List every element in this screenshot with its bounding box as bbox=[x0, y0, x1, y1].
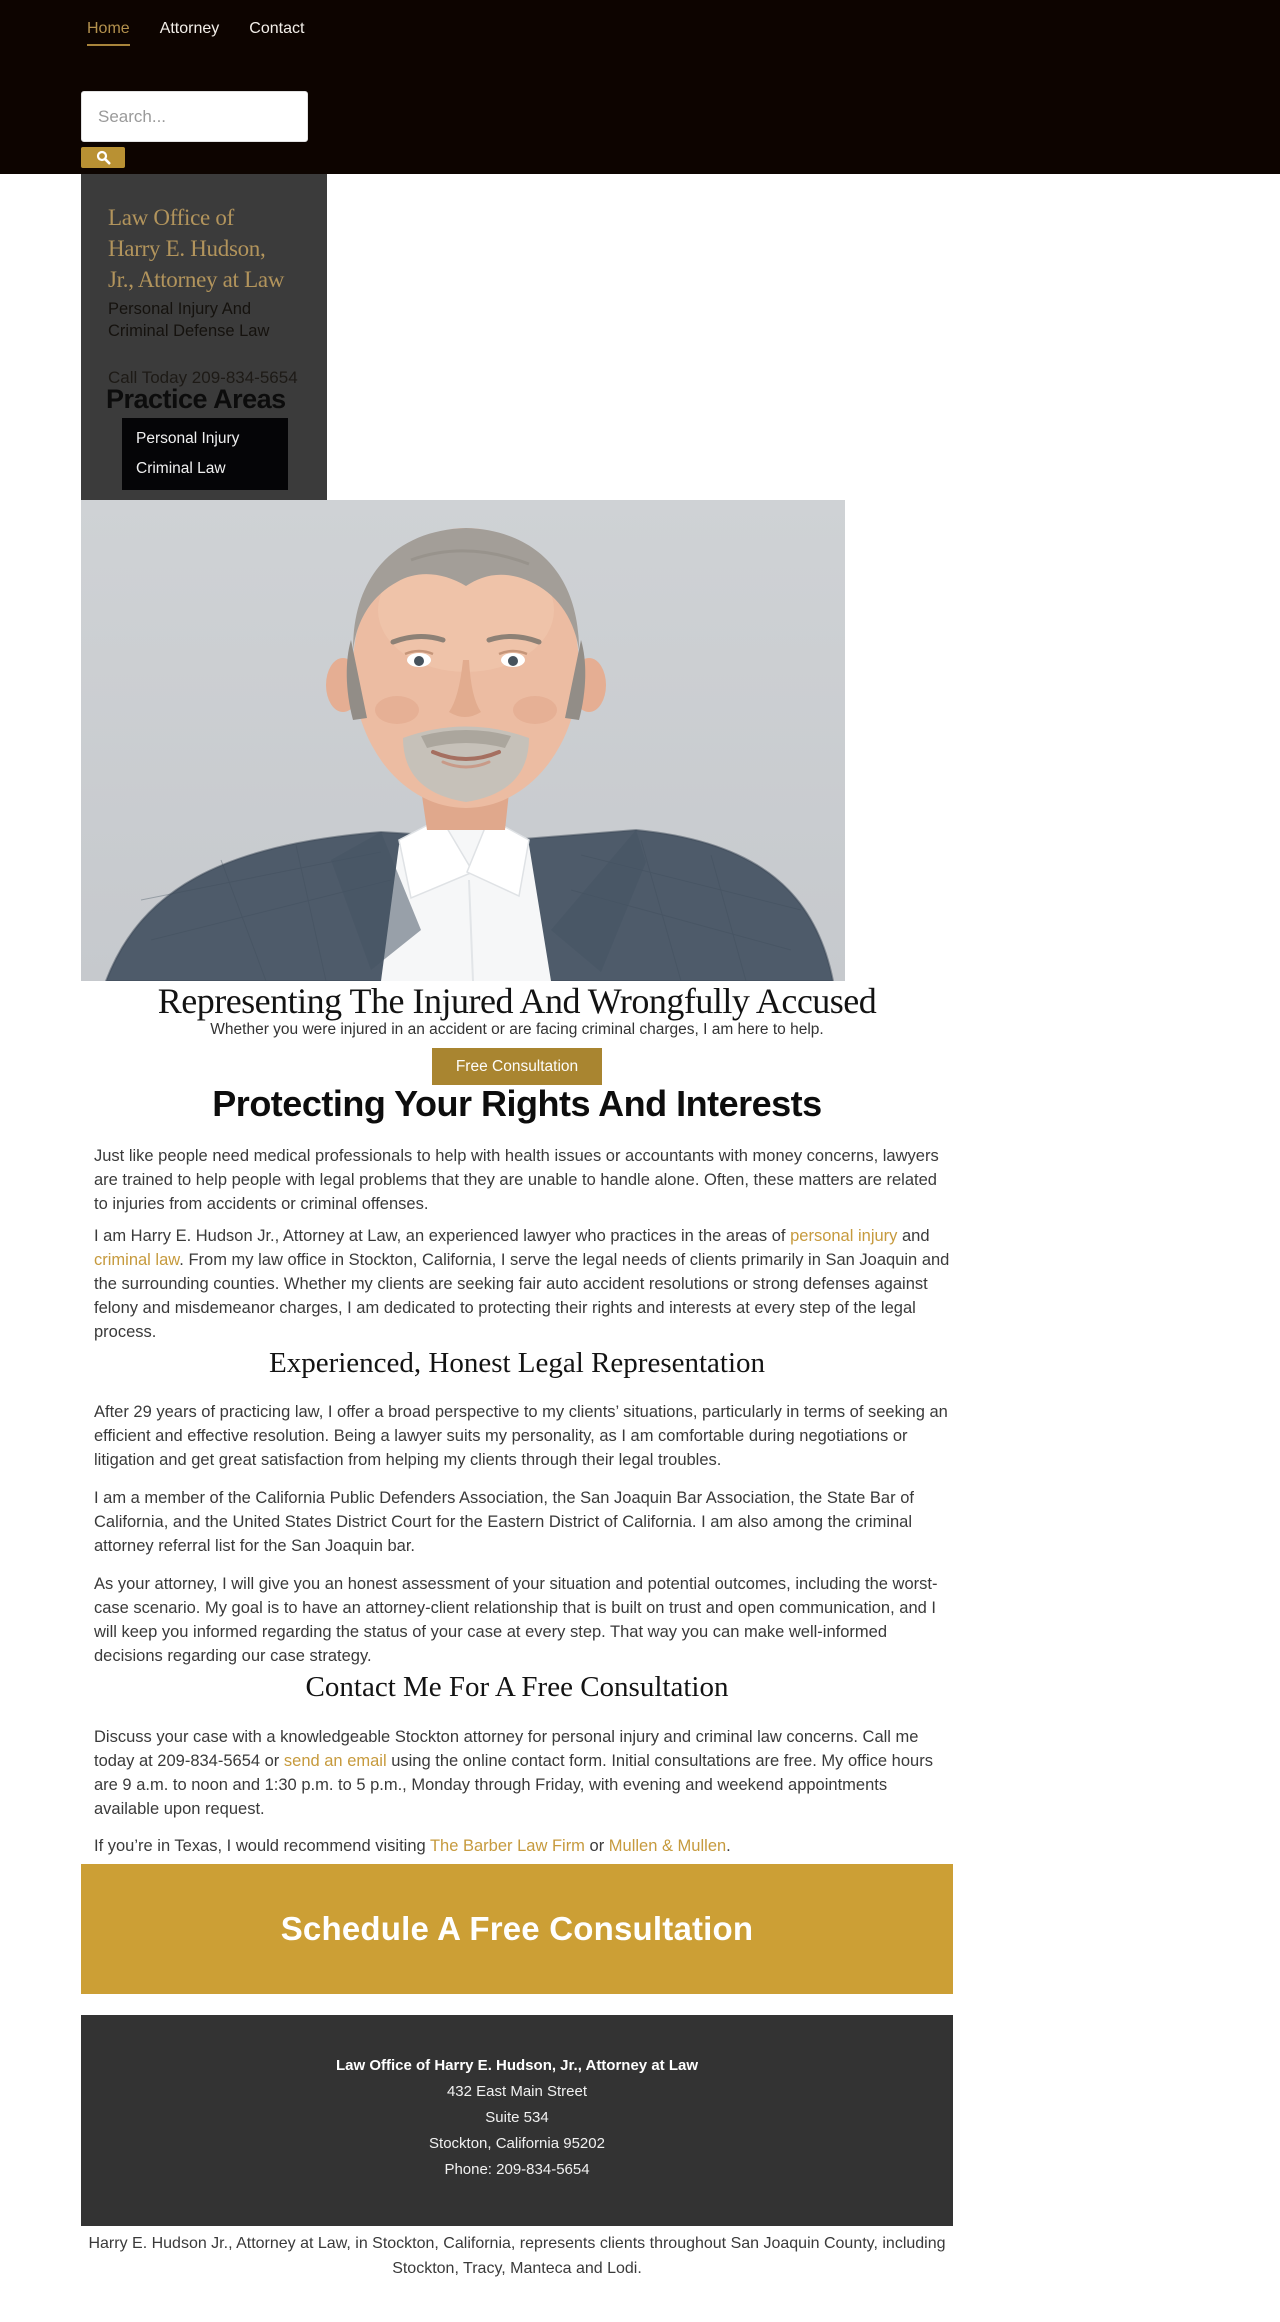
inline-link[interactable]: personal injury bbox=[790, 1226, 898, 1245]
section-heading-contact: Contact Me For A Free Consultation bbox=[305, 1671, 729, 1703]
menu-item-personal-injury[interactable]: Personal Injury bbox=[136, 430, 240, 447]
site-header bbox=[0, 0, 1280, 174]
paragraph: After 29 years of practicing law, I offer a broad perspective to my clients’ situations, particularly in terms of seeking an efficient and effective resolution. Being a lawyer suits my personality, as I am comfortable during negotiations or litigation and get great satisfaction from helping my clients through their legal troubles. bbox=[94, 1402, 948, 1469]
footer-address-box bbox=[81, 2015, 953, 2226]
practice-areas-heading: Practice Areas bbox=[106, 384, 286, 414]
paragraph: Discuss your case with a knowledgeable Stockton attorney for personal injury and criminal law concerns. Call me today at 209-834-5654 or send an email using the online contact form. Initial consultations are free. My office hours are 9 a.m. to noon and 1:30 p.m. to 5 p.m., Monday through Friday, with evening and weekend appointments available upon request. bbox=[94, 1727, 933, 1818]
search-input[interactable] bbox=[81, 91, 308, 142]
hero-subheadline: Whether you were injured in an accident or are facing criminal charges, I am here to help. bbox=[210, 1021, 824, 1038]
footer-firm-name: Law Office of Harry E. Hudson, Jr., Attorney at Law bbox=[335, 2057, 698, 2074]
section-heading-experience: Experienced, Honest Legal Representation bbox=[268, 1347, 766, 1379]
firm-title-line: Jr., Attorney at Law bbox=[108, 267, 285, 292]
attorney-photo bbox=[81, 500, 845, 981]
search-button[interactable] bbox=[81, 147, 125, 168]
paragraph: As your attorney, I will give you an honest assessment of your situation and potential outcomes, including the worst-case scenario. My goal is to have an attorney-client relationship that is built on trust and open communication, and I will keep you informed regarding the status of your case at every step. That way you can make well-informed decisions regarding our case strategy. bbox=[94, 1574, 938, 1665]
firm-tagline-line: Criminal Defense Law bbox=[108, 322, 270, 340]
inline-link[interactable]: criminal law bbox=[94, 1250, 180, 1269]
paragraph: If you’re in Texas, I would recommend visiting The Barber Law Firm or Mullen & Mullen. bbox=[94, 1836, 731, 1855]
schedule-banner-heading: Schedule A Free Consultation bbox=[280, 1910, 754, 1947]
footer-address-line: Stockton, California 95202 bbox=[429, 2135, 605, 2152]
call-today-text: Call Today 209-834-5654 bbox=[108, 368, 298, 387]
main-nav bbox=[87, 20, 304, 46]
schedule-banner[interactable] bbox=[81, 1864, 953, 1994]
inline-link[interactable]: The Barber Law Firm bbox=[429, 1836, 585, 1855]
firm-title-line: Law Office of bbox=[108, 205, 234, 230]
firm-title-line: Harry E. Hudson, bbox=[108, 236, 266, 261]
hero-headline: Representing The Injured And Wrongfully Accused bbox=[157, 981, 877, 1021]
inline-link[interactable]: Mullen & Mullen bbox=[608, 1836, 727, 1855]
paragraph: I am Harry E. Hudson Jr., Attorney at Law, an experienced lawyer who practices in the areas of personal injury and criminal law. From my law office in Stockton, California, I serve the legal needs of clients primarily in San Joaquin and the surrounding counties. Whether my clients are seeking fair auto accident resolutions or strong defenses against felony and misdemeanor charges, I am dedicated to protecting their rights and interests at every step of the legal process. bbox=[94, 1226, 950, 1341]
magnifier-icon bbox=[96, 150, 111, 165]
inline-link[interactable]: send an email bbox=[283, 1751, 387, 1770]
firm-tagline bbox=[108, 298, 308, 342]
nav-item-attorney[interactable]: Attorney bbox=[159, 20, 220, 37]
free-consultation-button[interactable]: Free Consultation bbox=[432, 1048, 602, 1085]
section-heading-rights: Protecting Your Rights And Interests bbox=[212, 1083, 822, 1124]
firm-tagline-line: Personal Injury And bbox=[108, 300, 252, 318]
firm-title bbox=[108, 202, 322, 295]
menu-item-criminal-law[interactable]: Criminal Law bbox=[136, 460, 226, 477]
brand-sidebar bbox=[81, 174, 327, 500]
service-area-disclaimer: Harry E. Hudson Jr., Attorney at Law, in Stockton, California, represents clients throughout San Joaquin County, including Stockton, Tracy, Manteca and Lodi. bbox=[88, 2235, 946, 2277]
paragraph: I am a member of the California Public Defenders Association, the San Joaquin Bar Association, the State Bar of California, and the United States District Court for the Eastern District of California. I am also among the criminal attorney referral list for the San Joaquin bar. bbox=[94, 1488, 914, 1555]
practice-areas-menu bbox=[122, 418, 288, 490]
footer-address-line: 432 East Main Street bbox=[446, 2083, 588, 2100]
paragraph: Just like people need medical professionals to help with health issues or accountants with money concerns, lawyers are trained to help people with legal problems that they are unable to handle alone. Often, these matters are related to injuries from accidents or criminal offenses. bbox=[94, 1146, 939, 1213]
nav-item-home[interactable]: Home bbox=[87, 20, 130, 46]
footer-phone: Phone: 209-834-5654 bbox=[444, 2161, 590, 2178]
nav-item-contact[interactable]: Contact bbox=[249, 20, 305, 37]
footer-address-line: Suite 534 bbox=[485, 2109, 549, 2126]
